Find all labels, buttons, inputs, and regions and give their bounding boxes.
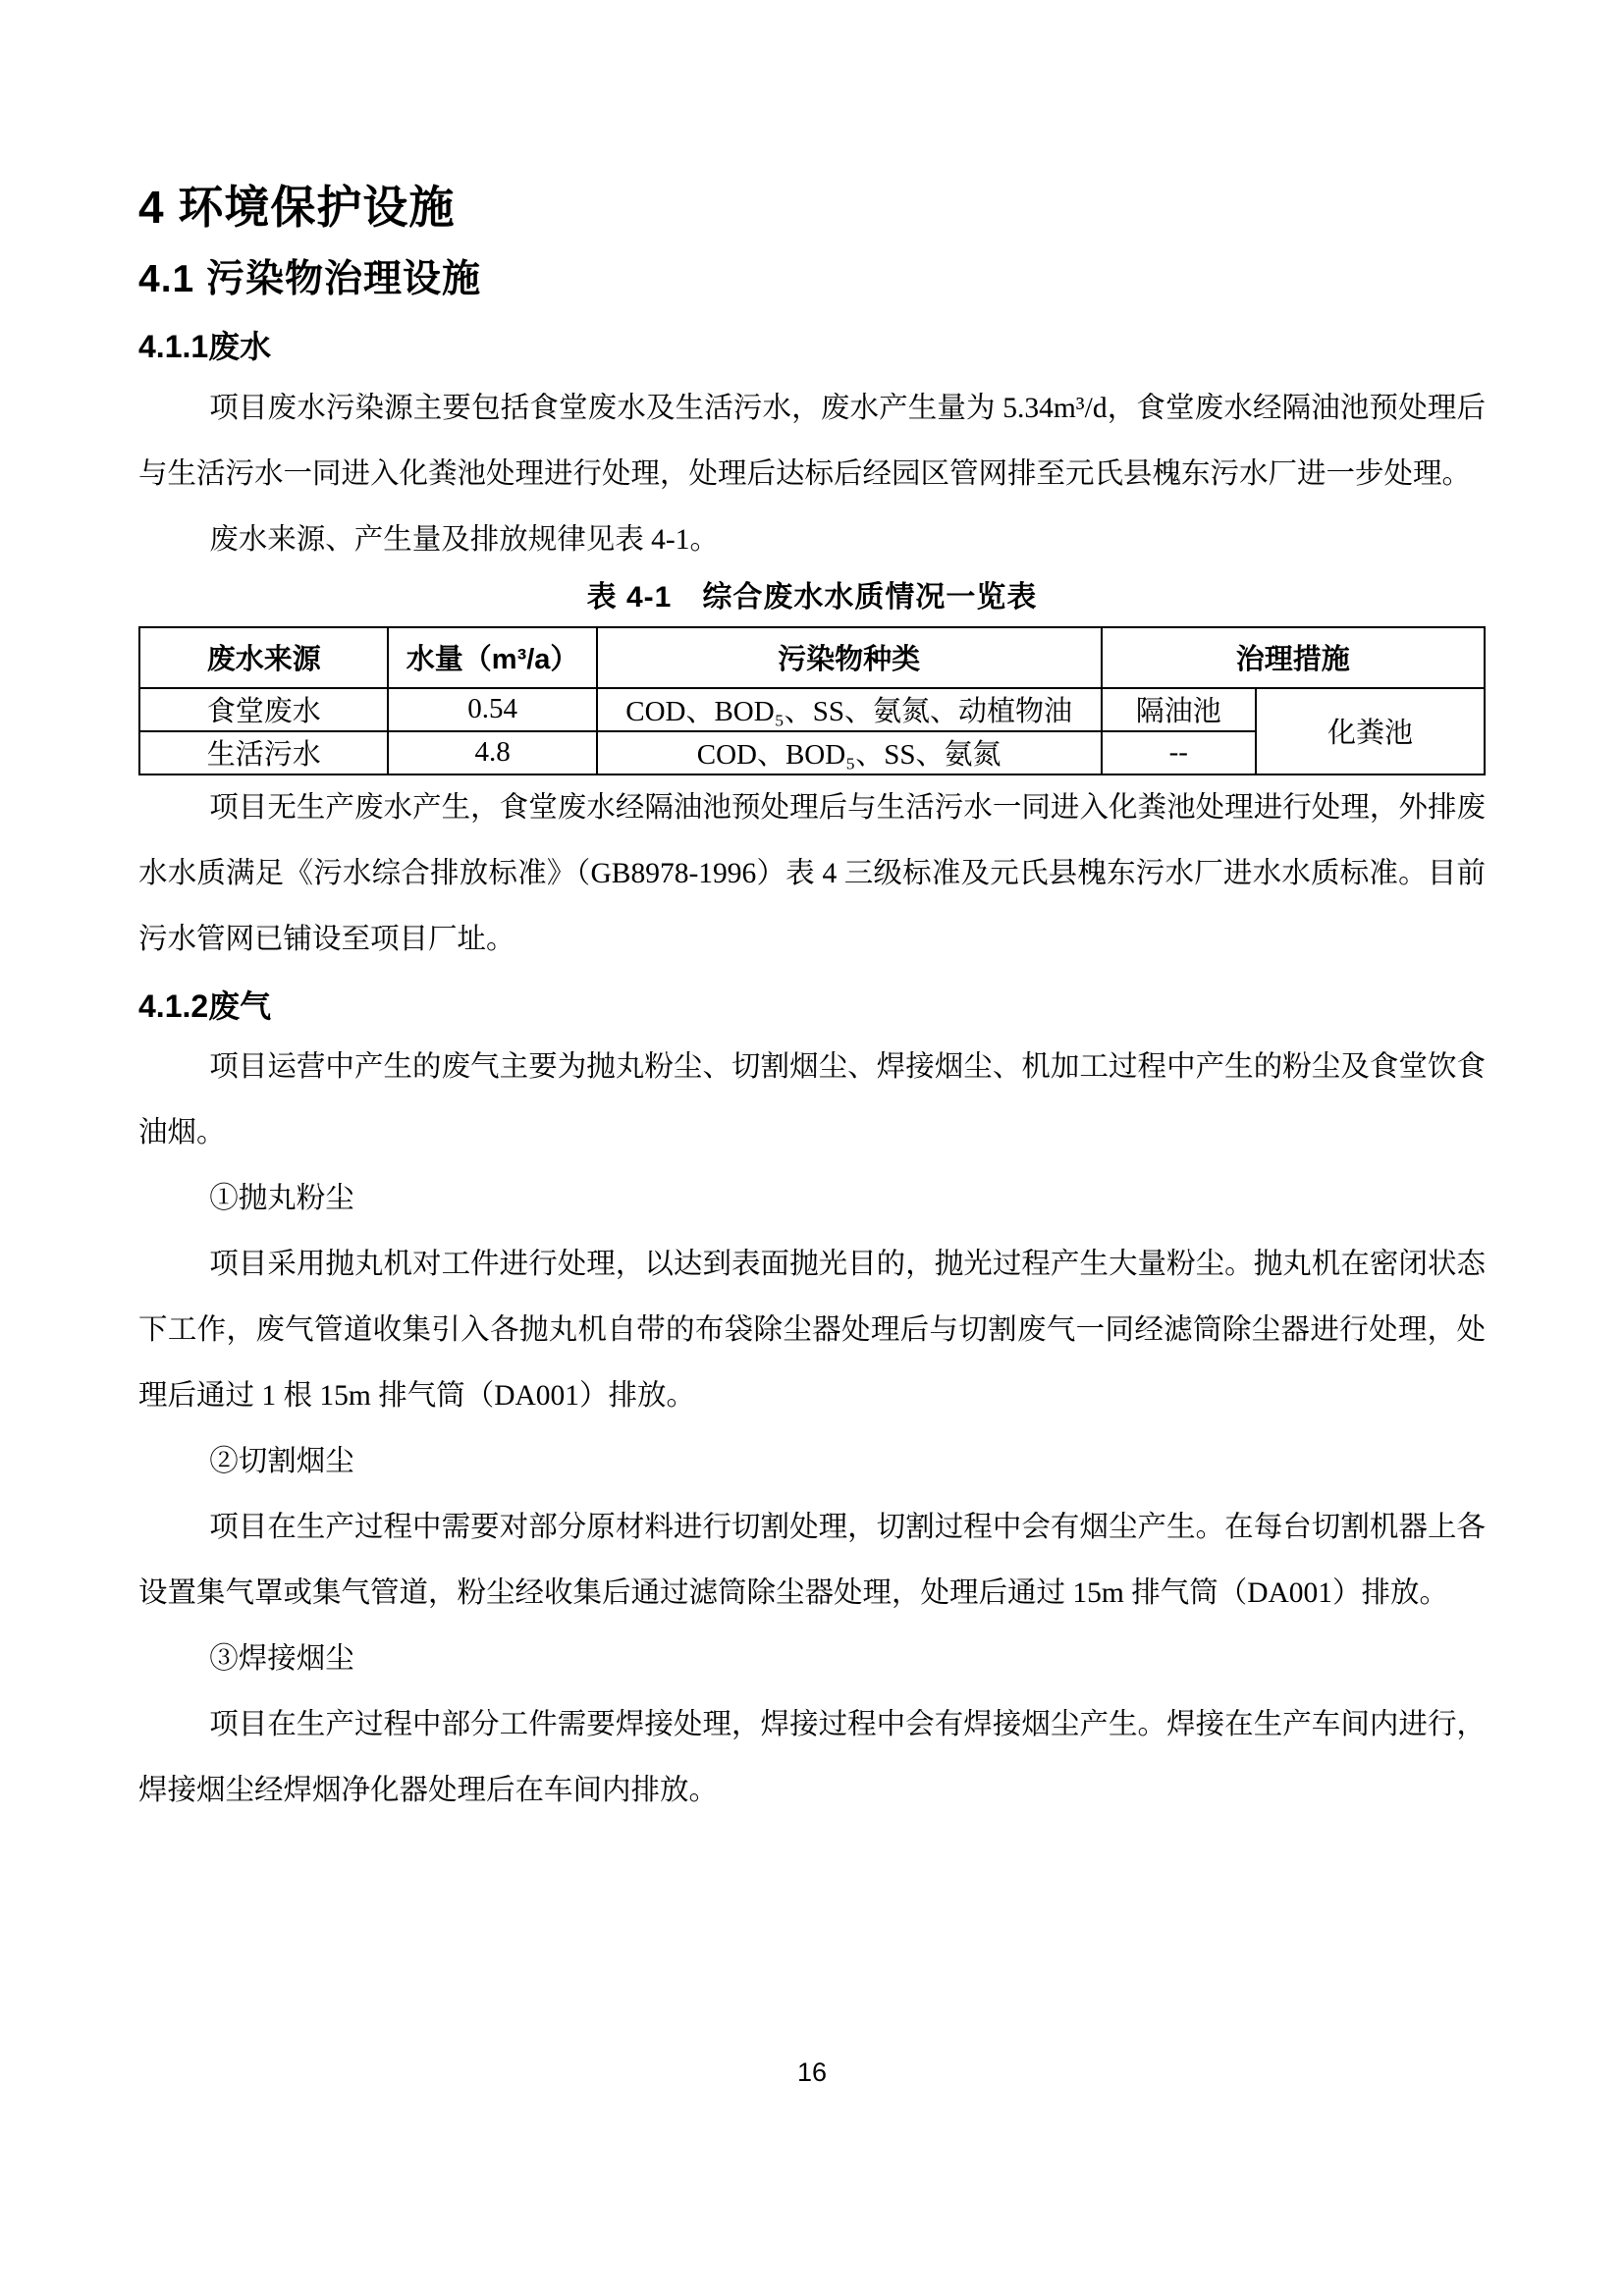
paragraph-wastewater-intro: 项目废水污染源主要包括食堂废水及生活污水，废水产生量为 5.34m³/d，食堂废水经隔油池预处理后与生活污水一同进入化粪池处理进行处理，处理后达标后经园区管网排至元氏县槐东污水厂进一步处理。 bbox=[138, 392, 1486, 490]
cell-treatment-shared: 化粪池 bbox=[1256, 688, 1485, 774]
table-caption: 表 4-1 综合废水水质情况一览表 bbox=[586, 580, 1038, 614]
cell-volume: 4.8 bbox=[388, 731, 596, 774]
cell-pollutants: COD、BOD₅、SS、氨氮 bbox=[597, 731, 1102, 774]
header-cell-volume: 水量（m³/a） bbox=[388, 627, 596, 688]
cell-source: 生活污水 bbox=[139, 731, 388, 774]
page-number: 16 bbox=[796, 2057, 828, 2087]
header-cell-treatment: 治理措施 bbox=[1102, 627, 1485, 688]
list-item-title-shot-blasting: ①抛丸粉尘 bbox=[209, 1183, 354, 1215]
cell-source: 食堂废水 bbox=[139, 688, 388, 731]
chapter-heading: 4 环境保护设施 bbox=[138, 182, 456, 233]
list-item-title-cutting: ②切割烟尘 bbox=[209, 1446, 354, 1478]
cell-treatment: -- bbox=[1102, 731, 1257, 774]
wastewater-table bbox=[138, 626, 1486, 775]
header-cell-pollutants: 污染物种类 bbox=[597, 627, 1102, 688]
header-cell-source: 废水来源 bbox=[139, 627, 388, 688]
table-row bbox=[139, 688, 1485, 731]
subsection-heading-wastewater: 4.1.1废水 bbox=[138, 329, 272, 365]
paragraph-table-reference: 废水来源、产生量及排放规律见表 4-1。 bbox=[209, 523, 719, 556]
cell-volume: 0.54 bbox=[388, 688, 596, 731]
list-item-title-welding: ③焊接烟尘 bbox=[209, 1643, 354, 1676]
paragraph-wastewater-standard: 项目无生产废水产生，食堂废水经隔油池预处理后与生活污水一同进入化粪池处理进行处理，外排废水水质满足《污水综合排放标准》（GB8978-1996）表 4 三级标准及元氏县槐东污水厂进水水质标准。目前污水管网已铺设至项目厂址。 bbox=[138, 791, 1486, 955]
section-heading: 4.1 污染物治理设施 bbox=[138, 257, 482, 300]
cell-pollutants: COD、BOD₅、SS、氨氮、动植物油 bbox=[597, 688, 1102, 731]
paragraph-cutting: 项目在生产过程中需要对部分原材料进行切割处理，切割过程中会有烟尘产生。在每台切割机器上各设置集气罩或集气管道，粉尘经收集后通过滤筒除尘器处理，处理后通过 15m 排气筒（DA001）排放。 bbox=[138, 1512, 1486, 1610]
paragraph-welding: 项目在生产过程中部分工件需要焊接处理，焊接过程中会有焊接烟尘产生。焊接在生产车间内进行，焊接烟尘经焊烟净化器处理后在车间内排放。 bbox=[138, 1709, 1486, 1807]
cell-treatment: 隔油池 bbox=[1102, 688, 1257, 731]
subsection-heading-gas: 4.1.2废气 bbox=[138, 988, 272, 1024]
paragraph-shot-blasting: 项目采用抛丸机对工件进行处理，以达到表面抛光目的，抛光过程产生大量粉尘。抛丸机在密闭状态下工作，废气管道收集引入各抛丸机自带的布袋除尘器处理后与切割废气一同经滤筒除尘器进行处理，处理后通过 1 根 15m 排气筒（DA001）排放。 bbox=[138, 1249, 1486, 1413]
paragraph-gas-intro: 项目运营中产生的废气主要为抛丸粉尘、切割烟尘、焊接烟尘、机加工过程中产生的粉尘及食堂饮食油烟。 bbox=[138, 1051, 1486, 1149]
table-header-row bbox=[139, 627, 1485, 688]
